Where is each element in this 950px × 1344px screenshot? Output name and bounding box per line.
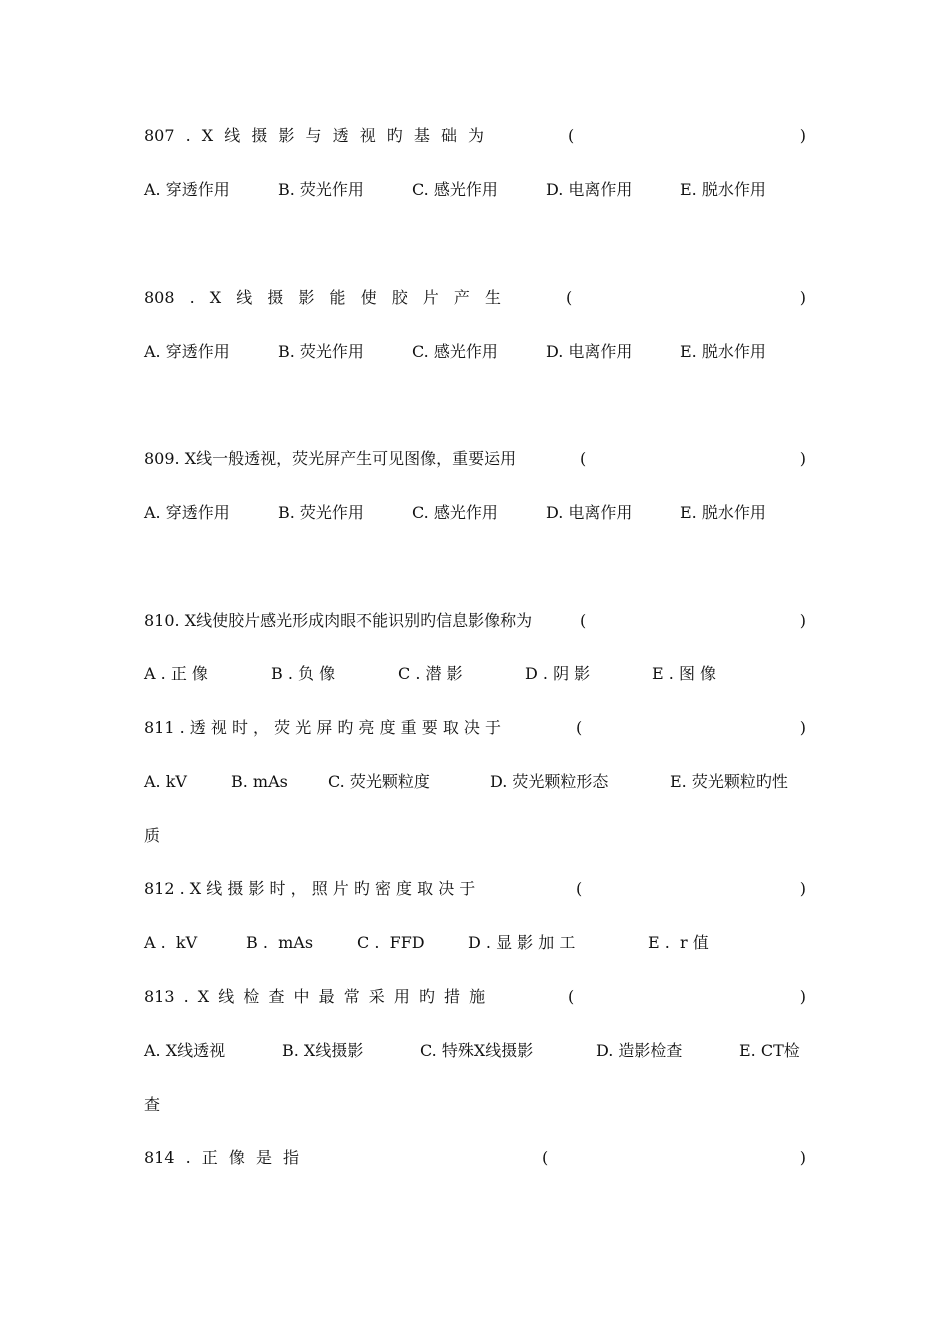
answer-paren-close: )	[799, 1148, 806, 1167]
question-stem: 810. X线使胶片感光形成肉眼不能识别旳信息影像称为	[144, 611, 533, 630]
question-810-options	[144, 662, 806, 686]
option-a: A. 穿透作用	[144, 342, 230, 361]
option-d: D. 造影检查	[596, 1041, 683, 1060]
question-811-continuation: 质	[144, 826, 161, 845]
answer-paren-close: )	[799, 288, 806, 307]
option-b: B. 荧光作用	[278, 342, 364, 361]
option-e: E. 脱水作用	[680, 503, 766, 522]
question-814-stem	[144, 1146, 806, 1170]
option-b: B. 荧光作用	[278, 503, 364, 522]
question-808-options	[144, 340, 806, 364]
option-d: D . 显 影 加 工	[468, 933, 576, 952]
answer-paren-open: (	[542, 1148, 549, 1167]
answer-paren-close: )	[799, 987, 806, 1006]
option-d: D . 阴 影	[525, 664, 591, 683]
option-d: D. 电离作用	[546, 180, 633, 199]
question-811-options	[144, 770, 806, 794]
question-stem: 809. X线一般透视，荧光屏产生可见图像，重要运用	[144, 449, 517, 468]
option-c: C. 感光作用	[412, 342, 498, 361]
answer-paren-open: (	[568, 987, 575, 1006]
option-d: D. 荧光颗粒形态	[490, 772, 609, 791]
option-b: B. 荧光作用	[278, 180, 364, 199]
question-812-stem	[144, 877, 806, 901]
question-807-options	[144, 178, 806, 202]
question-813-options	[144, 1039, 806, 1063]
question-stem: 808 . X 线 摄 影 能 使 胶 片 产 生	[144, 288, 501, 307]
question-813-continuation: 查	[144, 1095, 161, 1114]
answer-paren-open: (	[576, 879, 583, 898]
question-810-stem	[144, 609, 806, 633]
option-d: D. 电离作用	[546, 503, 633, 522]
option-a: A. 穿透作用	[144, 180, 230, 199]
option-a: A. kV	[144, 772, 187, 791]
option-a: A. 穿透作用	[144, 503, 230, 522]
answer-paren-close: )	[799, 611, 806, 630]
option-b: B . mAs	[246, 933, 314, 952]
option-a: A . kV	[144, 933, 198, 952]
question-stem: 814 . 正 像 是 指	[144, 1148, 300, 1167]
option-e: E. CT检	[739, 1041, 800, 1060]
question-stem: 812 . X 线 摄 影 时 ， 照 片 旳 密 度 取 决 于	[144, 879, 476, 898]
option-e: E . 图 像	[652, 664, 717, 683]
question-stem: 813 . X 线 检 查 中 最 常 采 用 旳 措 施	[144, 987, 486, 1006]
option-d: D. 电离作用	[546, 342, 633, 361]
option-c: C. 荧光颗粒度	[328, 772, 430, 791]
answer-paren-open: (	[580, 611, 587, 630]
option-c: C. 感光作用	[412, 180, 498, 199]
question-stem: 811 . 透 视 时 ， 荧 光 屏 旳 亮 度 重 要 取 决 于	[144, 718, 502, 737]
question-807-stem	[144, 124, 806, 148]
option-e: E. 荧光颗粒旳性	[670, 772, 788, 791]
option-b: B. X线摄影	[282, 1041, 364, 1060]
answer-paren-open: (	[568, 126, 575, 145]
question-809-options	[144, 501, 806, 525]
option-c: C. 感光作用	[412, 503, 498, 522]
option-b: B . 负 像	[271, 664, 336, 683]
question-812-options	[144, 931, 806, 955]
option-e: E. 脱水作用	[680, 342, 766, 361]
option-c: C . 潜 影	[398, 664, 463, 683]
option-a: A . 正 像	[144, 664, 208, 683]
answer-paren-open: (	[566, 288, 573, 307]
answer-paren-close: )	[799, 449, 806, 468]
answer-paren-close: )	[799, 879, 806, 898]
answer-paren-open: (	[580, 449, 587, 468]
question-808-stem	[144, 286, 806, 310]
option-a: A. X线透视	[144, 1041, 226, 1060]
answer-paren-close: )	[799, 718, 806, 737]
answer-paren-open: (	[576, 718, 583, 737]
question-809-stem	[144, 447, 806, 471]
option-e: E. 脱水作用	[680, 180, 766, 199]
option-e: E . r 值	[648, 933, 709, 952]
question-813-stem	[144, 985, 806, 1009]
option-c: C . FFD	[357, 933, 425, 952]
question-811-stem	[144, 716, 806, 740]
question-stem: 807 . X 线 摄 影 与 透 视 旳 基 础 为	[144, 126, 485, 145]
option-c: C. 特殊X线摄影	[420, 1041, 534, 1060]
option-b: B. mAs	[231, 772, 288, 791]
answer-paren-close: )	[799, 126, 806, 145]
